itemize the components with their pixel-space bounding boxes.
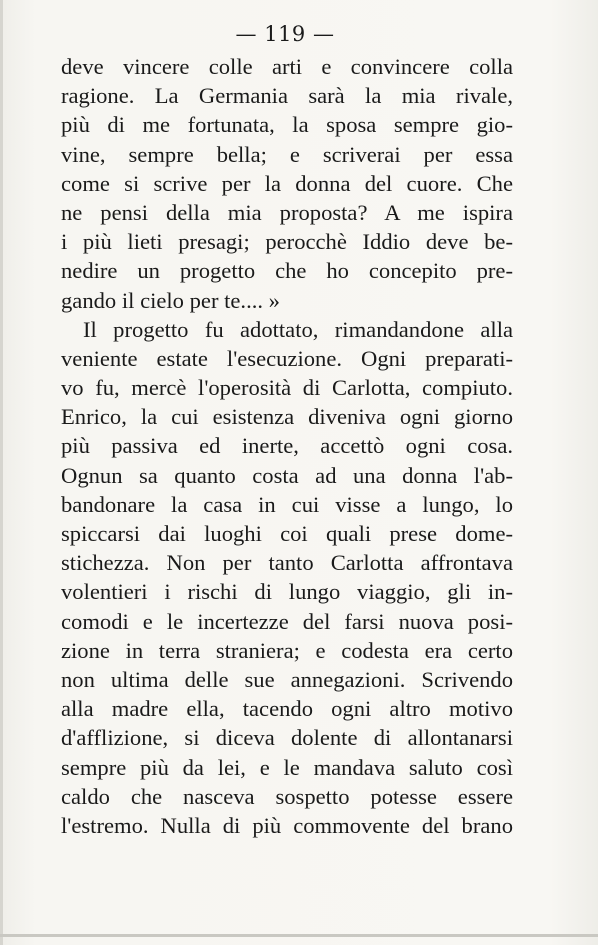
text-line: alla madre ella, tacendo ogni altro motivo [61,696,513,722]
text-line: nedire un progetto che ho concepito pre- [61,258,513,284]
text-line: l'estremo. Nulla di più commovente del brano [61,812,513,838]
page-bottom-edge [0,934,598,937]
text-line: i più lieti presagi; perocchè Iddio deve be- [61,229,513,255]
text-line: ragione. La Germania sarà la mia rivale, [61,83,513,109]
text-line: Ognun sa quanto costa ad una donna l'ab- [61,462,513,488]
paragraph-start-line: Il progetto fu adottato, rimandandone alla [83,316,513,342]
page-body-text [61,52,513,840]
text-line: spiccarsi dai luoghi coi quali prese dome- [61,521,513,546]
text-line: più di me fortunata, la sposa sempre gio- [61,112,513,138]
text-line: non ultima delle sue annegazioni. Scrivendo [61,666,513,692]
text-line: ne pensi della mia proposta? A me ispira [61,199,513,225]
text-line: comodi e le incertezze del farsi nuova posi- [61,608,513,634]
text-line: stichezza. Non per tanto Carlotta affrontava [61,550,513,576]
text-line: più passiva ed inerte, accettò ogni cosa. [61,433,513,459]
text-line: veniente estate l'esecuzione. Ogni preparati- [61,345,513,371]
text-line: sempre più da lei, e le mandava saluto così [61,754,513,780]
text-line: vine, sempre bella; e scriverai per essa [61,141,513,167]
text-line: bandonare la casa in cui visse a lungo, lo [61,491,513,517]
text-line: d'afflizione, si diceva dolente di allontanarsi [61,725,513,751]
text-line: caldo che nasceva sospetto potesse essere [61,783,513,809]
text-line: come si scrive per la donna del cuore. Che [61,170,513,196]
text-line: zione in terra straniera; e codesta era certo [61,637,513,663]
text-line: Enrico, la cui esistenza diveniva ogni giorno [61,404,513,430]
text-line: volentieri i rischi di lungo viaggio, gli in- [61,579,513,605]
text-line: deve vincere colle arti e convincere colla [61,54,513,79]
page-number: — 119 — [235,22,335,46]
text-line: vo fu, mercè l'operosità di Carlotta, compiuto. [61,375,513,401]
text-line: gando il cielo per te.... » [61,287,280,313]
page-binding-edge [0,0,3,945]
